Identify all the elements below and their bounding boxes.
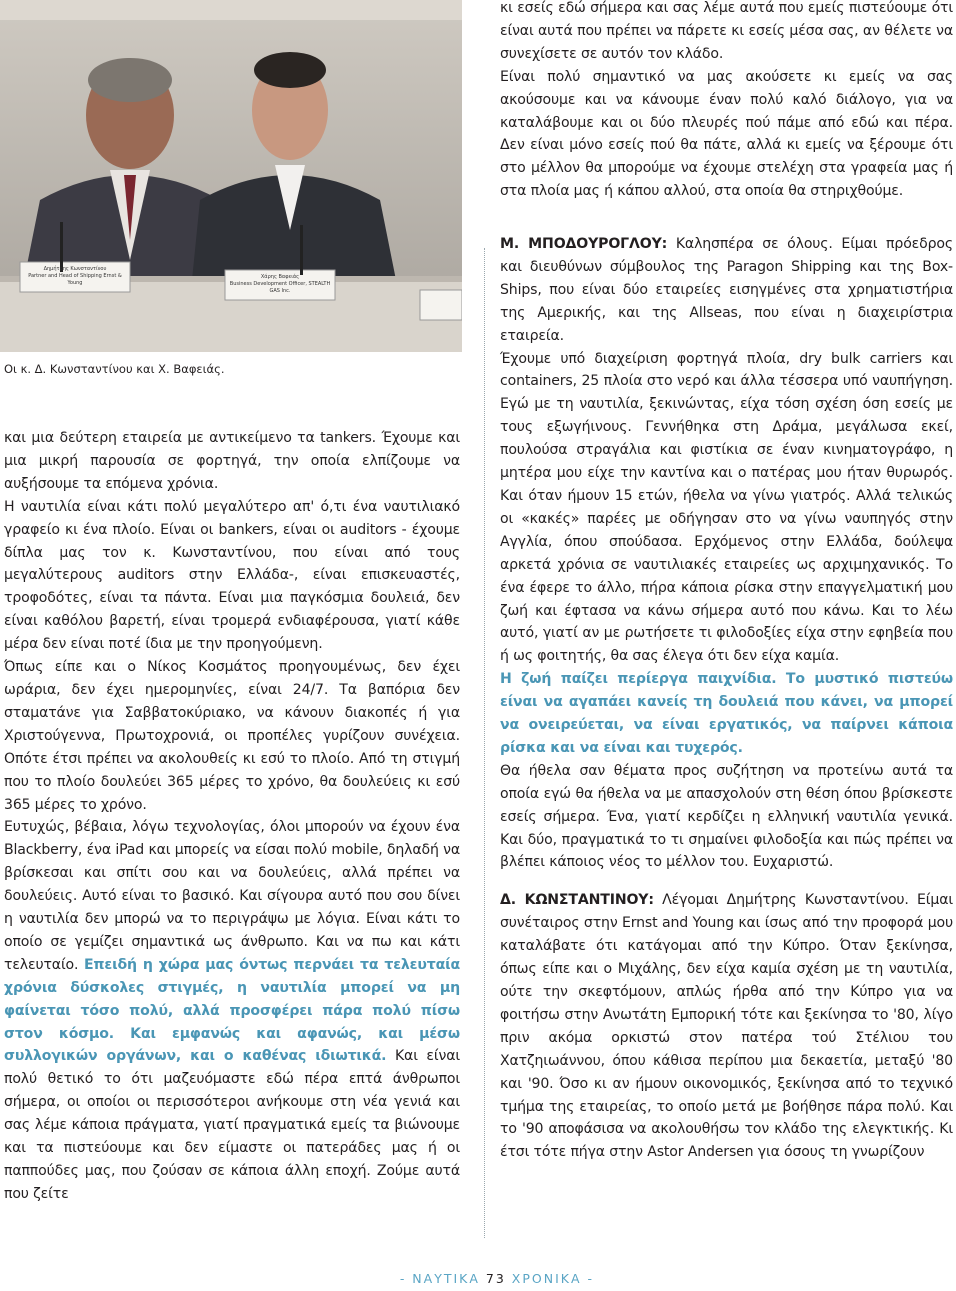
paragraph-text: Λέγομαι Δημήτρης Κωνσταντίνου. Είμαι συνέταιρος στην Ernst and Young και ίσως από την προφορά μου καταλάβατε ότι κατάγομαι από την Κύπρο. Όταν ξεκίνησα, όπως είπε και ο Μιχάλης, δεν είχα καμία σχέση με τη ναυτιλία, ούτε την σκεφτόμουν, απλώς ήρθα από την Κύπρο για να φοιτήσω στην Ανωτάτη Εμπορική τότε και ξεκίνησα το '80, λίγο πριν ακόμα ορκιστώ στον πατέρα τού Στέλιου του Χατζηιωάννου, όπου κάθισα περίπου μια δεκαετία, μεταξύ '80 και '90. Όσο κι αν ήμουν οικονομικός, ξεκίνησα από το τεχνικό τμήμα της εταιρείας, το οποίο μετά με βοήθησε πάρα πολύ. Και το '90 αποφάσισα να ακολουθήσω τον κλάδο της ελεγκτικής. Κι έτσι τότε πήγα στην Astor Andersen για όσους τη γνωρίζουν [500, 892, 953, 1161]
right-column [500, 233, 953, 1164]
paragraph-text: Καλησπέρα σε όλους. Είμαι πρόεδρος και διευθύνων σύμβουλος της Paragon Shipping και της Box-Ships, που είναι δύο εταιρείες εισηγμένες στα χρηματιστήρια της Αμερικής, και της Allseas, που είναι η διαχειρίστρια εταιρεία. [500, 236, 953, 344]
footer-inner [400, 1271, 594, 1286]
photo-illustration [0, 0, 462, 352]
column-divider [484, 248, 485, 1238]
conference-photo [0, 0, 462, 352]
paragraph-text: Ευτυχώς, βέβαια, λόγω τεχνολογίας, όλοι μπορούν να έχουν ένα Blackberry, ένα iPad και μπορείς να είσαι πολύ mobile, δηλαδή να βρίσκεσαι και σπίτι σου και να δουλεύεις, αλλά πρέπει να δουλεύεις. Αυτό είναι το βασικό. Και σίγουρα αυτό που σου δίνει η ναυτιλία δεν μπορώ να το περιγράψω με λόγια. Είναι κάτι το οποίο σε γεμίζει σημαντικά ως άνθρωπο. Και να πω και κάτι τελευταίο. [4, 819, 460, 973]
footer-magazine-left: - ΝΑΥΤΙΚΑ [399, 1271, 480, 1286]
paragraph: κι εσείς εδώ σήμερα και σας λέμε αυτά που εμείς πιστεύουμε ότι είναι αυτά που πρέπει να πάρετε κι εσείς μέσα σας, αν θέλετε να συνεχίσετε σε αυτόν τον κλάδο. [500, 0, 953, 62]
paragraph: Είναι πολύ σημαντικό να μας ακούσετε κι εμείς να σας ακούσουμε και να κάνουμε έναν πολύ καλό διάλογο, για να καταλάβουμε και οι δύο πλευρές πού πάμε από εδώ και πέρα. Δεν είναι μόνο εσείς πού θα πάτε, αλλά κι εμείς να ξέρουμε ότι στο μέλλον θα μπορούμε να έχουμε στελέχη στα γραφεία μας ή στα πλοία μας ή κάπου αλλού, στα οποία θα στηριχθούμε. [500, 68, 953, 200]
right-column-top [500, 0, 953, 203]
highlighted-quote: Επειδή η χώρα μας όντως περνάει τα τελευταία χρόνια δύσκολες στιγμές, η ναυτιλία μπορεί να μη φαίνεται τόσο πολύ, αλλά προσφέρει πάρα πολύ πίσω στον κόσμο. Και εμφανώς και αφανώς, και μέσω συλλογικών οργάνων, και ο καθένας ιδιωτικά. [4, 956, 460, 1065]
nameplate-left-title: Partner and Head of Shipping Ernst & Young [28, 273, 122, 286]
paragraph-text: Και είναι πολύ θετικό το ότι μαζευόμαστε εδώ πέρα επτά άνθρωποι σήμερα, οι οποίοι οι περισσότεροι ανήκουμε στη νέα γενιά και σας λέμε κάποια πράγματα, γιατί πραγματικά εμείς τα βιώνουμε και τα πιστεύουμε και δεν είμαστε οι πατεράδες μας ή οι παππούδες μας, που ζούσαν σε κάποια άλλη εποχή. Ζούμε αυτά που ζείτε [4, 1048, 460, 1202]
footer-magazine-right: ΧΡΟΝΙΚΑ - [511, 1271, 594, 1286]
nameplate-right [227, 274, 333, 295]
page-number: 73 [485, 1271, 506, 1286]
speaker-name: Δ. ΚΩΝΣΤΑΝΤΙΝΟΥ: [500, 892, 654, 909]
left-column [4, 427, 460, 1206]
paragraph [4, 816, 460, 1205]
paragraph: Όπως είπε και ο Νίκος Κοσμάτος προηγουμένως, δεν έχει ωράρια, δεν έχει ημερομηνίες, είναι 24/7. Τα βαπόρια δεν σταματάνε για Σαββατοκύριακο, να κάνουν διακοπές ή για Χριστούγεννα, Πρωτοχρονιά, οι προπέλες γυρίζουν συνέχεια. Οπότε έτσι πρέπει να ακολουθείς κι εσύ το πλοίο. Από τη στιγμή που το πλοίο δουλεύει 365 μέρες το χρόνο, θα δουλεύεις κι εσύ 365 μέρες το χρόνο. [4, 659, 460, 813]
photo-caption: Οι κ. Δ. Κωνσταντίνου και Χ. Βαφειάς. [4, 362, 225, 376]
paragraph: Θα ήθελα σαν θέματα προς συζήτηση να προτείνω αυτά τα οποία εγώ θα ήθελα να με απασχολούν στη θέση όπου βρίσκεστε εσείς σήμερα. Ένα, γιατί κερδίζει η ελληνική ναυτιλία γενικά. Και δύο, πραγματικά το τι σημαίνει φιλοδοξία και πώς πρέπει να βλέπει κάποιος νέος το μέλλον του. Ευχαριστώ. [500, 762, 953, 871]
paragraph [500, 889, 953, 1164]
paragraph: και μια δεύτερη εταιρεία με αντικείμενο τα tankers. Έχουμε και μια μικρή παρουσία σε φορτηγά, την οποία ελπίζουμε να αυξήσουμε τα επόμενα χρόνια. [4, 430, 460, 492]
nameplate-right-name: Χάρης Βαφειάς [260, 274, 300, 280]
paragraph: Η ναυτιλία είναι κάτι πολύ μεγαλύτερο απ' ό,τι ένα ναυτιλιακό γραφείο κι ένα πλοίο. Είναι οι bankers, είναι οι auditors - έχουμε δίπλα μας τον κ. Κωνσταντίνου, που είναι από τους μεγαλύτερους auditors στην Ελλάδα-, είναι επισκευαστές, τροφοδότες, είναι τα πάντα. Είναι μια παγκόσμια δουλειά, δεν είναι καθόλου βαρετή, είναι τρομερά ενδιαφέρουσα, γιατί κάθε μέρα δεν είναι ποτέ ίδια με την προηγούμενη. [4, 498, 460, 653]
spacer [500, 874, 953, 889]
speaker-name: Μ. ΜΠΟΔΟΥΡΟΓΛΟΥ: [500, 236, 668, 252]
nameplate-left-name: Δημήτρης Κωνσταντίνου [43, 266, 107, 272]
paragraph [500, 233, 953, 348]
paragraph: Έχουμε υπό διαχείριση φορτηγά πλοία, dry bulk carriers και containers, 25 πλοία στο νερό και άλλα τέσσερα υπό ναυπήγηση. Εγώ με τη ναυτιλία, ξεκινώντας, είχα τόση σχέση όση εσείς με τους εξωγήινους. Γεννήθηκα στη Δράμα, μεγάλωσα εκεί, πουλούσα στραγάλια και φιστίκια σε έναν κινηματογράφο, η μητέρα μου είχε την καντίνα και ο πατέρας μου ήταν θυρωρός. Και όταν ήμουν 15 ετών, ήθελα να γίνω γιατρός. Αλλά τελικώς οι «κακές» παρέες με οδήγησαν στο να γίνω ναυπηγός στην Αγγλία, όπου σπούδασα. Ερχόμενος στην Ελλάδα, δούλεψα αρκετά χρόνια σε ναυτιλιακές εταιρείες ως αρχιμηχανικός. Το ένα έφερε το άλλο, πήρα κάποια ρίσκα στην επαγγελματική μου ζωή και έφτασα να κάνω σήμερα αυτό που κάνω. Και το λέω αυτό, γιατί αν με ρωτήσετε τι φιλοδοξίες είχα στην εφηβεία που ή ως φοιτητής, θα σας έλεγα ότι δεν είχα καμία. [500, 350, 953, 665]
nameplate-right-title: Business Development Officer, STEALTH GAS Inc. [229, 281, 331, 294]
nameplate-left [22, 266, 128, 287]
highlighted-quote: Η ζωή παίζει περίεργα παιχνίδια. Το μυστικό πιστεύω είναι να αγαπάει κανείς τη δουλειά που κάνει, να μπορεί να ονειρεύεται, να είναι εργατικός, να παίρνει κάποια ρίσκα και να είναι και τυχερός. [500, 671, 953, 756]
